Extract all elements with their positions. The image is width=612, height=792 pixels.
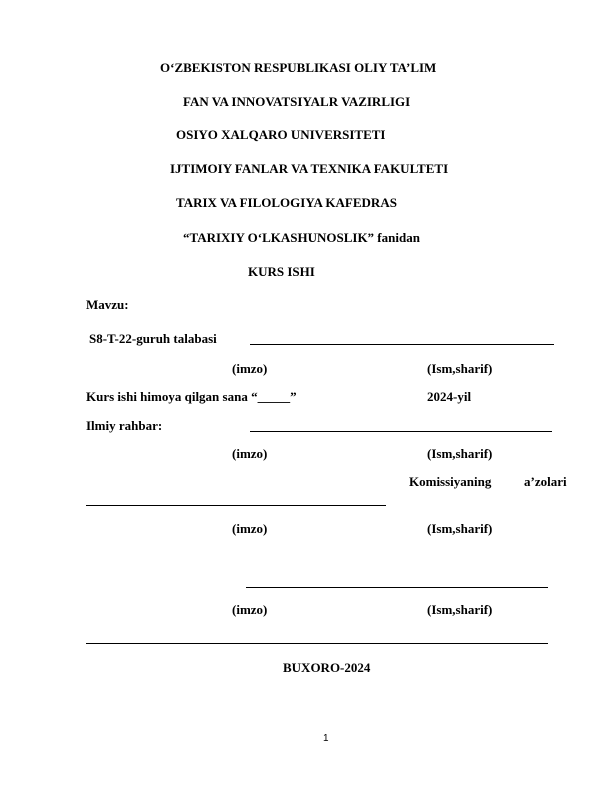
supervisor-label: Ilmiy rahbar: — [86, 418, 163, 433]
ministry-line-1: O‘ZBEKISTON RESPUBLIKASI OLIY TA’LIM — [160, 60, 437, 75]
work-type-title: KURS ISHI — [248, 264, 315, 279]
supervisor-sign-caption: (imzo) — [232, 446, 268, 461]
bottom-full-line — [86, 643, 548, 644]
commission-label-word2: a’zolari — [524, 474, 567, 489]
student-signature-line — [250, 344, 554, 345]
commission-member-1-line — [86, 505, 386, 506]
student-label: S8-T-22-guruh talabasi — [89, 331, 217, 346]
defense-date-label: Kurs ishi himoya qilgan sana “_____” — [86, 389, 297, 404]
commission-2-sign-caption: (imzo) — [232, 602, 268, 617]
city-year: BUXORO-2024 — [283, 660, 371, 675]
student-name-caption: (Ism,sharif) — [427, 361, 493, 376]
university-name: OSIYO XALQARO UNIVERSITETI — [176, 127, 386, 142]
supervisor-name-caption: (Ism,sharif) — [427, 446, 493, 461]
commission-member-2-line — [246, 587, 548, 588]
commission-label-word1: Komissiyaning — [409, 474, 492, 489]
subject-title: “TARIXIY O‘LKASHUNOSLIK” fanidan — [183, 230, 420, 245]
commission-1-name-caption: (Ism,sharif) — [427, 521, 493, 536]
department-name: TARIX VA FILOLOGIYA KAFEDRAS — [176, 195, 397, 210]
commission-1-sign-caption: (imzo) — [232, 521, 268, 536]
faculty-name: IJTIMOIY FANLAR VA TEXNIKA FAKULTETI — [170, 161, 449, 176]
topic-label: Mavzu: — [86, 297, 129, 312]
ministry-line-2: FAN VA INNOVATSIYALR VAZIRLIGI — [183, 94, 411, 109]
student-sign-caption: (imzo) — [232, 361, 268, 376]
defense-year: 2024-yil — [427, 389, 472, 404]
supervisor-signature-line — [250, 431, 552, 432]
commission-2-name-caption: (Ism,sharif) — [427, 602, 493, 617]
page-number: 1 — [323, 733, 329, 744]
